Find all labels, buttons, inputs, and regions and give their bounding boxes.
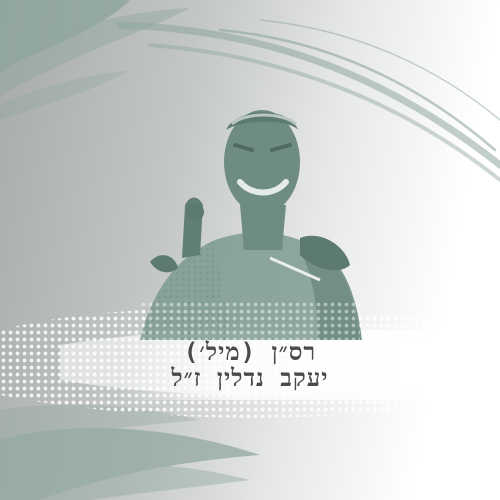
soldier-portrait-icon [140,110,362,340]
name-text: יעקב נדלין ז״ל [171,364,329,392]
rank-text: רס״ן (מיל׳) [183,338,317,366]
brush-stroke-bottom-icon [0,405,260,500]
brush-stroke-right-icon [120,20,500,180]
brush-stroke-top-icon [0,0,190,120]
